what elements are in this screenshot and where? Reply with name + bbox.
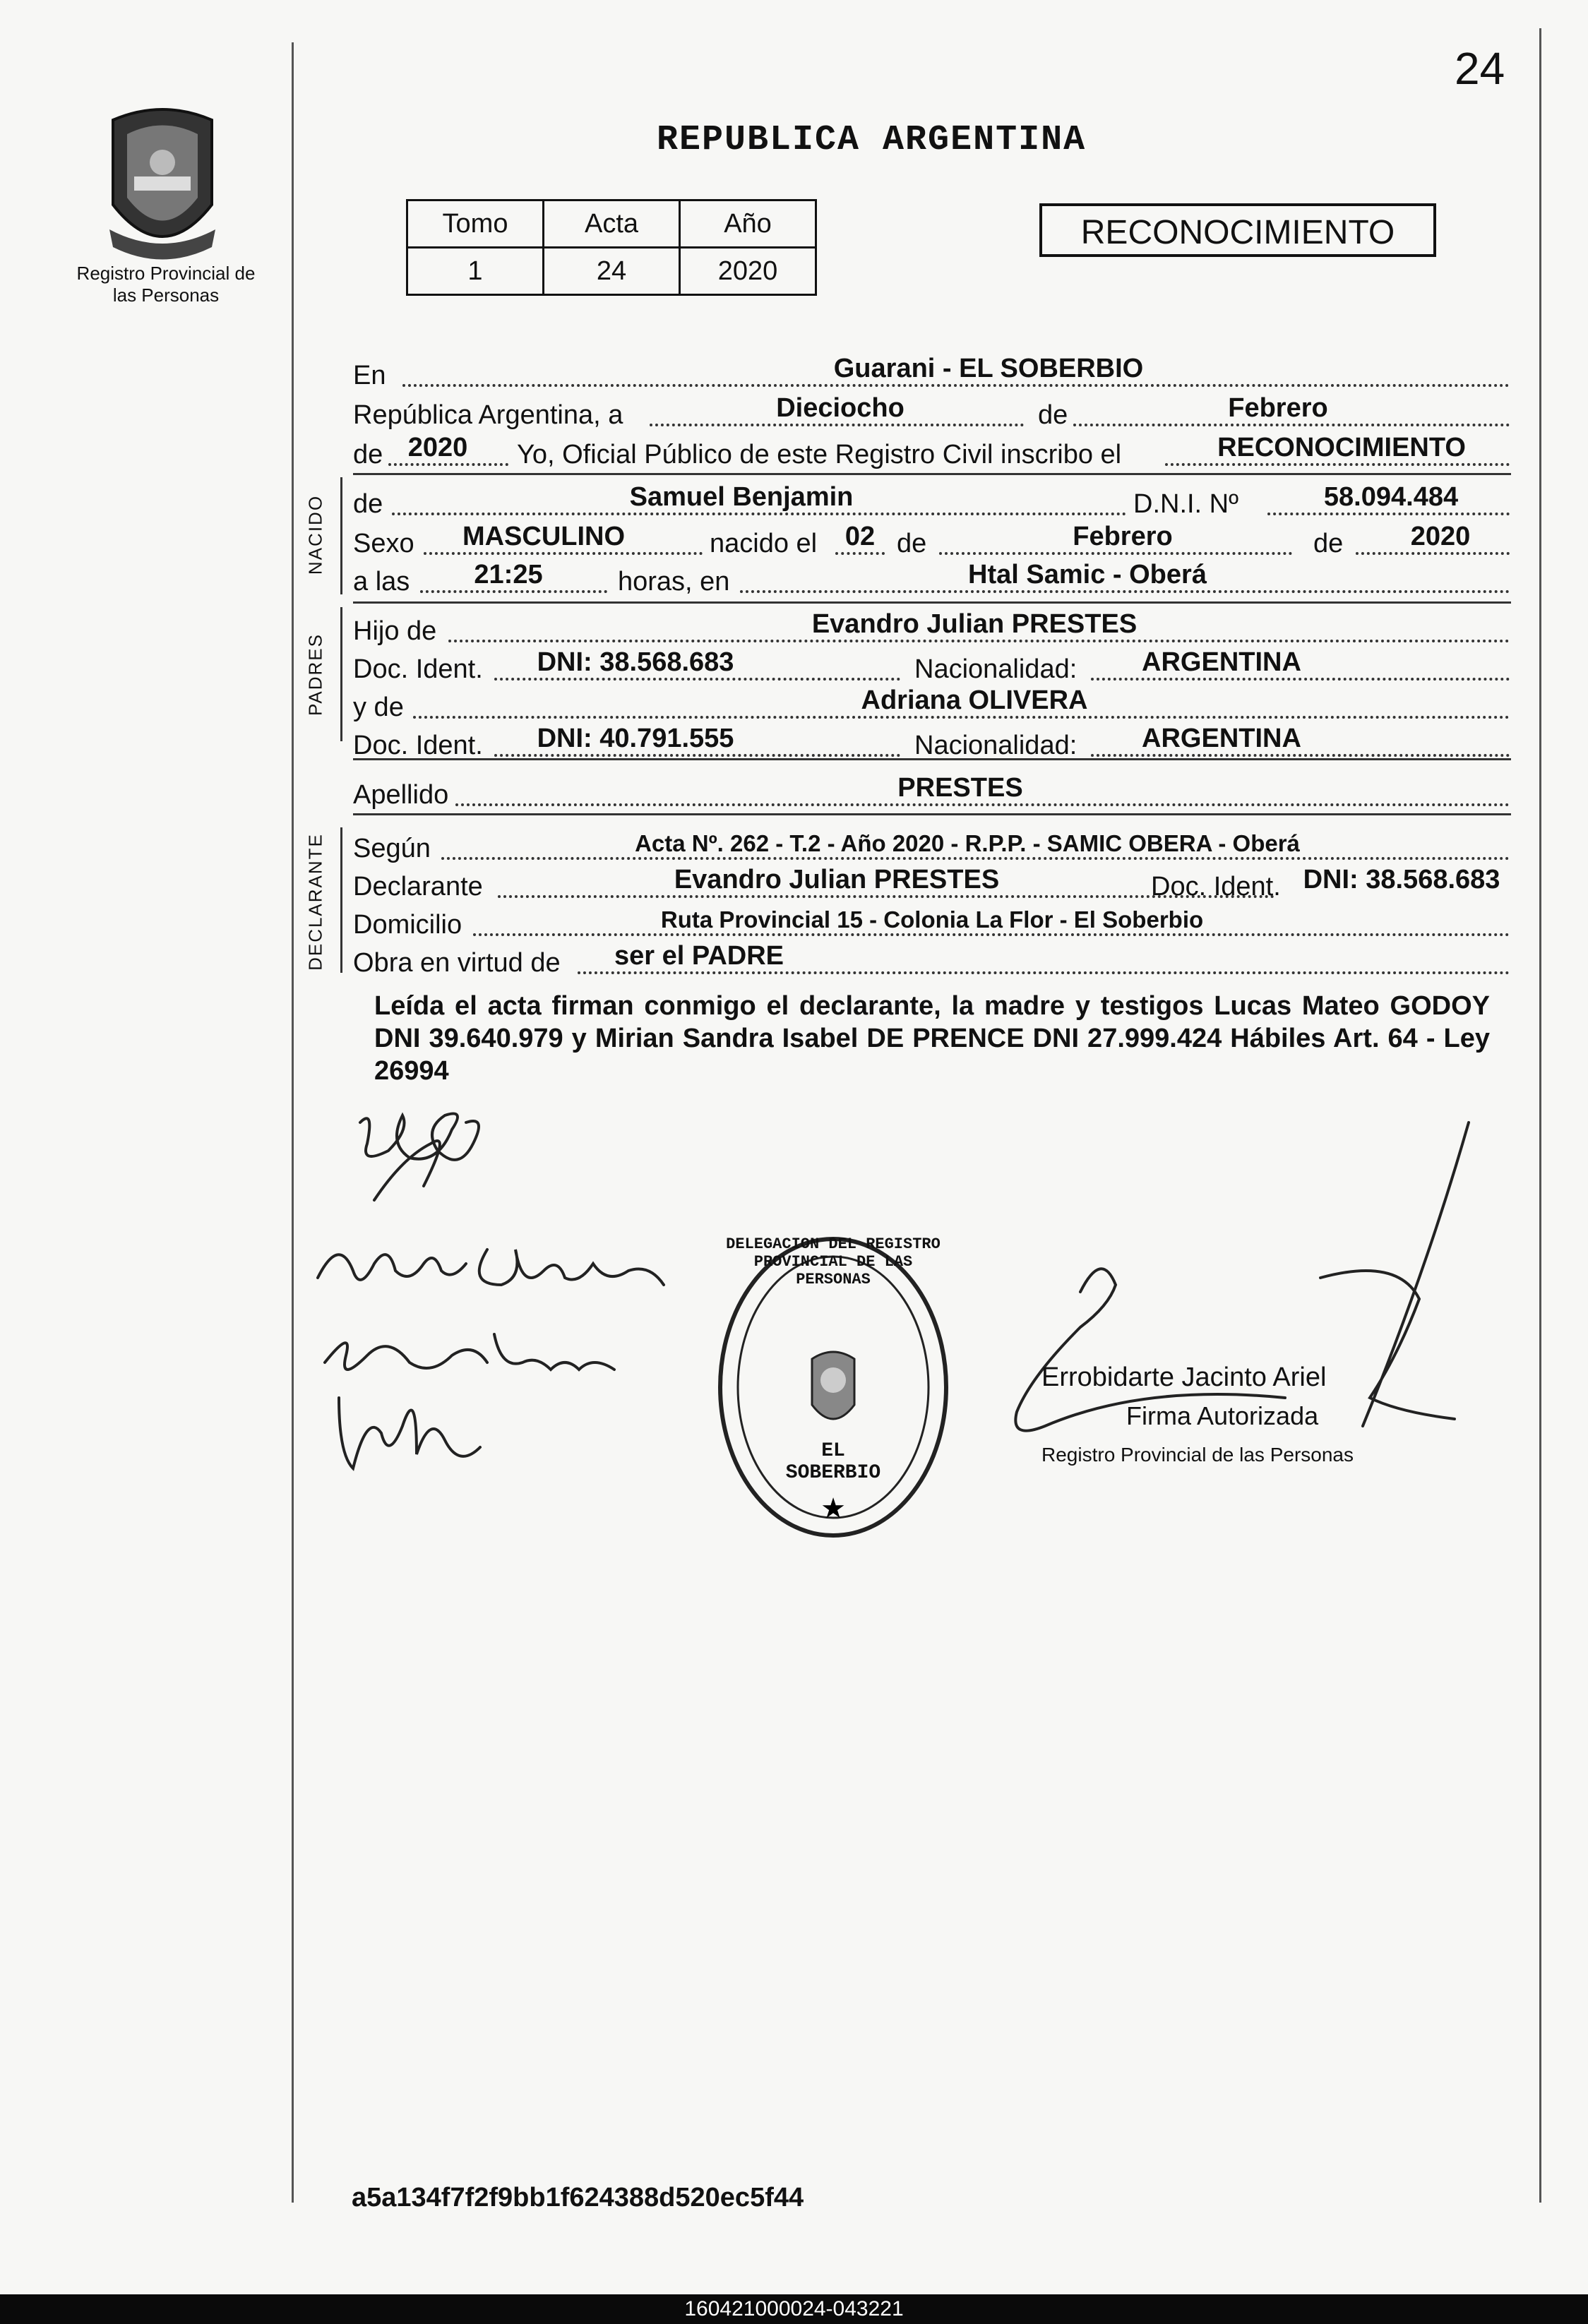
a-las-label: a las — [353, 567, 410, 597]
row-domicilio — [353, 901, 1511, 940]
domicilio-value: Ruta Provincial 15 - Colonia La Flor - El Soberbio — [660, 906, 1204, 933]
tomo-header: Tomo — [407, 200, 544, 248]
apellido-value: PRESTES — [897, 773, 1023, 803]
footer-code: 160421000024-043221 — [0, 2294, 1588, 2324]
hijo-label: Hijo de — [353, 616, 437, 646]
de-label-2: de — [353, 440, 383, 469]
row-nacido-name — [353, 480, 1511, 520]
page-title: REPUBLICA ARGENTINA — [657, 120, 1087, 160]
father-nationality: ARGENTINA — [1142, 647, 1301, 677]
segun-label: Según — [353, 834, 431, 863]
father-nat-label: Nacionalidad: — [914, 654, 1077, 684]
declarante-signature — [346, 1101, 508, 1207]
stamp-place: EL SOBERBIO — [785, 1440, 881, 1484]
row-ydе — [353, 683, 1511, 723]
declarante-section-label: DECLARANTE — [304, 833, 326, 971]
ano-header: Año — [680, 200, 816, 248]
official-title: Firma Autorizada — [1126, 1401, 1319, 1430]
de-label-4: de — [897, 529, 927, 558]
second-witness-signature — [325, 1370, 494, 1483]
apellido-label: Apellido — [353, 780, 449, 810]
mother-nat-label: Nacionalidad: — [914, 731, 1077, 760]
official-signature — [1003, 1115, 1511, 1497]
row-republica — [353, 391, 1511, 431]
oficial-text: Yo, Oficial Público de este Registro Civil inscribo el — [517, 440, 1122, 469]
document-hash: a5a134f7f2f9bb1f624388d520ec5f44 — [352, 2183, 804, 2212]
birth-year: 2020 — [1410, 522, 1471, 551]
obra-value: ser el PADRE — [614, 941, 784, 971]
father-doc: DNI: 38.568.683 — [537, 647, 734, 677]
row-mother-doc — [353, 721, 1511, 761]
tomo-value: 1 — [407, 248, 544, 295]
row-obra — [353, 939, 1511, 978]
official-org: Registro Provincial de las Personas — [1041, 1444, 1354, 1466]
declarante-name: Evandro Julian PRESTES — [674, 865, 1000, 894]
row-father-doc — [353, 645, 1511, 685]
mother-nationality: ARGENTINA — [1142, 724, 1301, 753]
closing-text: Leída el acta firman conmigo el declarante, la madre y testigos Lucas Mateo GODOY DNI 39.640.979 y Mirian Sandra Isabel DE PRENCE DNI 27.999.424 Hábiles Art. 64 - Ley 26994 — [374, 991, 1490, 1086]
nacido-section-label: NACIDO — [304, 494, 326, 575]
provincia-seal-icon — [92, 106, 233, 268]
republica-label: República Argentina, a — [353, 400, 623, 430]
row-apellido — [353, 771, 1511, 810]
en-label: En — [353, 361, 386, 390]
row-hora — [353, 558, 1511, 597]
dni-label: D.N.I. Nº — [1133, 489, 1238, 519]
ano-value: 2020 — [680, 248, 816, 295]
sexo-value: MASCULINO — [462, 522, 626, 551]
row-oficial — [353, 431, 1511, 470]
row-declarante — [353, 863, 1511, 902]
row-hijo — [353, 607, 1511, 647]
registry-table — [406, 199, 817, 296]
birth-month: Febrero — [1073, 522, 1173, 551]
page-number: 24 — [1455, 43, 1505, 94]
acta-value: 24 — [544, 248, 680, 295]
svg-text:★: ★ — [820, 1492, 846, 1525]
declarante-label: Declarante — [353, 872, 483, 902]
mother-doc: DNI: 40.791.555 — [537, 724, 734, 753]
birth-day: 02 — [844, 522, 876, 551]
mother-signature — [311, 1221, 678, 1313]
domicilio-label: Domicilio — [353, 910, 462, 940]
father-name: Evandro Julian PRESTES — [811, 609, 1138, 639]
place-value: Guarani - EL SOBERBIO — [833, 354, 1144, 383]
month-value: Febrero — [1228, 393, 1328, 423]
segun-value: Acta Nº. 262 - T.2 - Año 2020 - R.P.P. - SAMIC OBERA - Oberá — [635, 830, 1300, 856]
child-dni: 58.094.484 — [1323, 482, 1459, 512]
mother-name: Adriana OLIVERA — [861, 685, 1088, 715]
yde-label: y de — [353, 693, 404, 722]
mother-doc-label: Doc. Ident. — [353, 731, 483, 760]
nacido-label: nacido el — [710, 529, 818, 558]
de-label-5: de — [1313, 529, 1344, 558]
row-segun — [353, 825, 1511, 864]
row-sexo — [353, 520, 1511, 559]
child-name: Samuel Benjamin — [629, 482, 854, 512]
padres-section-label: PADRES — [304, 633, 326, 716]
father-doc-label: Doc. Ident. — [353, 654, 483, 684]
declarante-doc-label: Doc. Ident. — [1151, 872, 1281, 902]
logo-caption: Registro Provincial de las Personas — [76, 263, 256, 306]
row-en — [353, 352, 1511, 391]
stamp-text: DELEGACION DEL REGISTRO PROVINCIAL DE LAS PERSONAS — [726, 1235, 941, 1288]
horas-label: horas, en — [618, 567, 730, 597]
day-value: Dieciocho — [776, 393, 905, 423]
sexo-label: Sexo — [353, 529, 414, 558]
official-name: Errobidarte Jacinto Ariel — [1041, 1362, 1327, 1392]
act-type-box: RECONOCIMIENTO — [1039, 203, 1436, 257]
left-margin-line — [292, 42, 294, 2203]
declarante-doc: DNI: 38.568.683 — [1303, 865, 1500, 894]
acta-header: Acta — [544, 200, 680, 248]
right-margin-line — [1539, 28, 1541, 2203]
birth-time: 21:25 — [474, 560, 543, 589]
birth-place: Htal Samic - Oberá — [968, 560, 1207, 589]
year-value: 2020 — [407, 433, 468, 462]
act-value: RECONOCIMIENTO — [1217, 433, 1466, 462]
de-label-3: de — [353, 489, 383, 519]
obra-label: Obra en virtud de — [353, 948, 561, 978]
de-label: de — [1038, 400, 1068, 430]
